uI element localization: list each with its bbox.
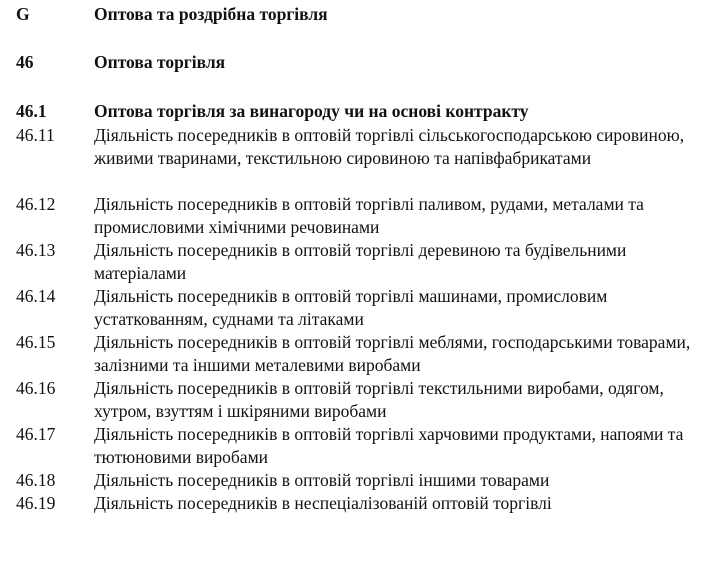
section-row [16,3,706,26]
class-title: Діяльність посередників в оптовій торгівлі сільськогосподарською сировиною, живими тваринами, текстильною сировиною та напівфабрикатами [94,125,685,168]
class-code: 46.16 [16,378,56,398]
section-code: G [16,4,30,24]
class-title: Діяльність посередників в оптовій торгівлі іншими товарами [94,470,550,490]
class-row [16,377,706,423]
group-row [16,100,706,123]
division-title: Оптова торгівля [94,52,226,72]
class-title: Діяльність посередників в оптовій торгівлі текстильними виробами, одягом, хутром, взуттям і шкіряними виробами [94,378,664,421]
class-code: 46.11 [16,125,55,145]
class-code: 46.13 [16,240,56,260]
class-title: Діяльність посередників в оптовій торгівлі меблями, господарськими товарами, залізними та іншими металевими виробами [94,332,691,375]
class-code: 46.14 [16,286,56,306]
class-title: Діяльність посередників в оптовій торгівлі деревиною та будівельними матеріалами [94,240,627,283]
class-row [16,469,706,492]
class-code: 46.18 [16,470,56,490]
class-title: Діяльність посередників в оптовій торгівлі паливом, рудами, металами та промисловими хімічними речовинами [94,194,644,237]
class-code: 46.19 [16,493,56,513]
class-row [16,124,706,170]
class-title: Діяльність посередників в оптовій торгівлі харчовими продуктами, напоями та тютюновими виробами [94,424,684,467]
class-code: 46.17 [16,424,56,444]
class-row [16,492,706,515]
class-row [16,193,706,239]
class-row [16,239,706,285]
class-code: 46.15 [16,332,56,352]
division-row [16,51,706,74]
class-row [16,331,706,377]
class-row [16,423,706,469]
division-code: 46 [16,52,34,72]
class-code: 46.12 [16,194,56,214]
class-row [16,285,706,331]
section-title: Оптова та роздрібна торгівля [94,4,328,24]
class-title: Діяльність посередників в оптовій торгівлі машинами, промисловим устаткованням, суднами та літаками [94,286,608,329]
group-code: 46.1 [16,101,47,121]
class-title: Діяльність посередників в неспеціалізованій оптовій торгівлі [94,493,552,513]
group-title: Оптова торгівля за винагороду чи на основі контракту [94,101,529,121]
